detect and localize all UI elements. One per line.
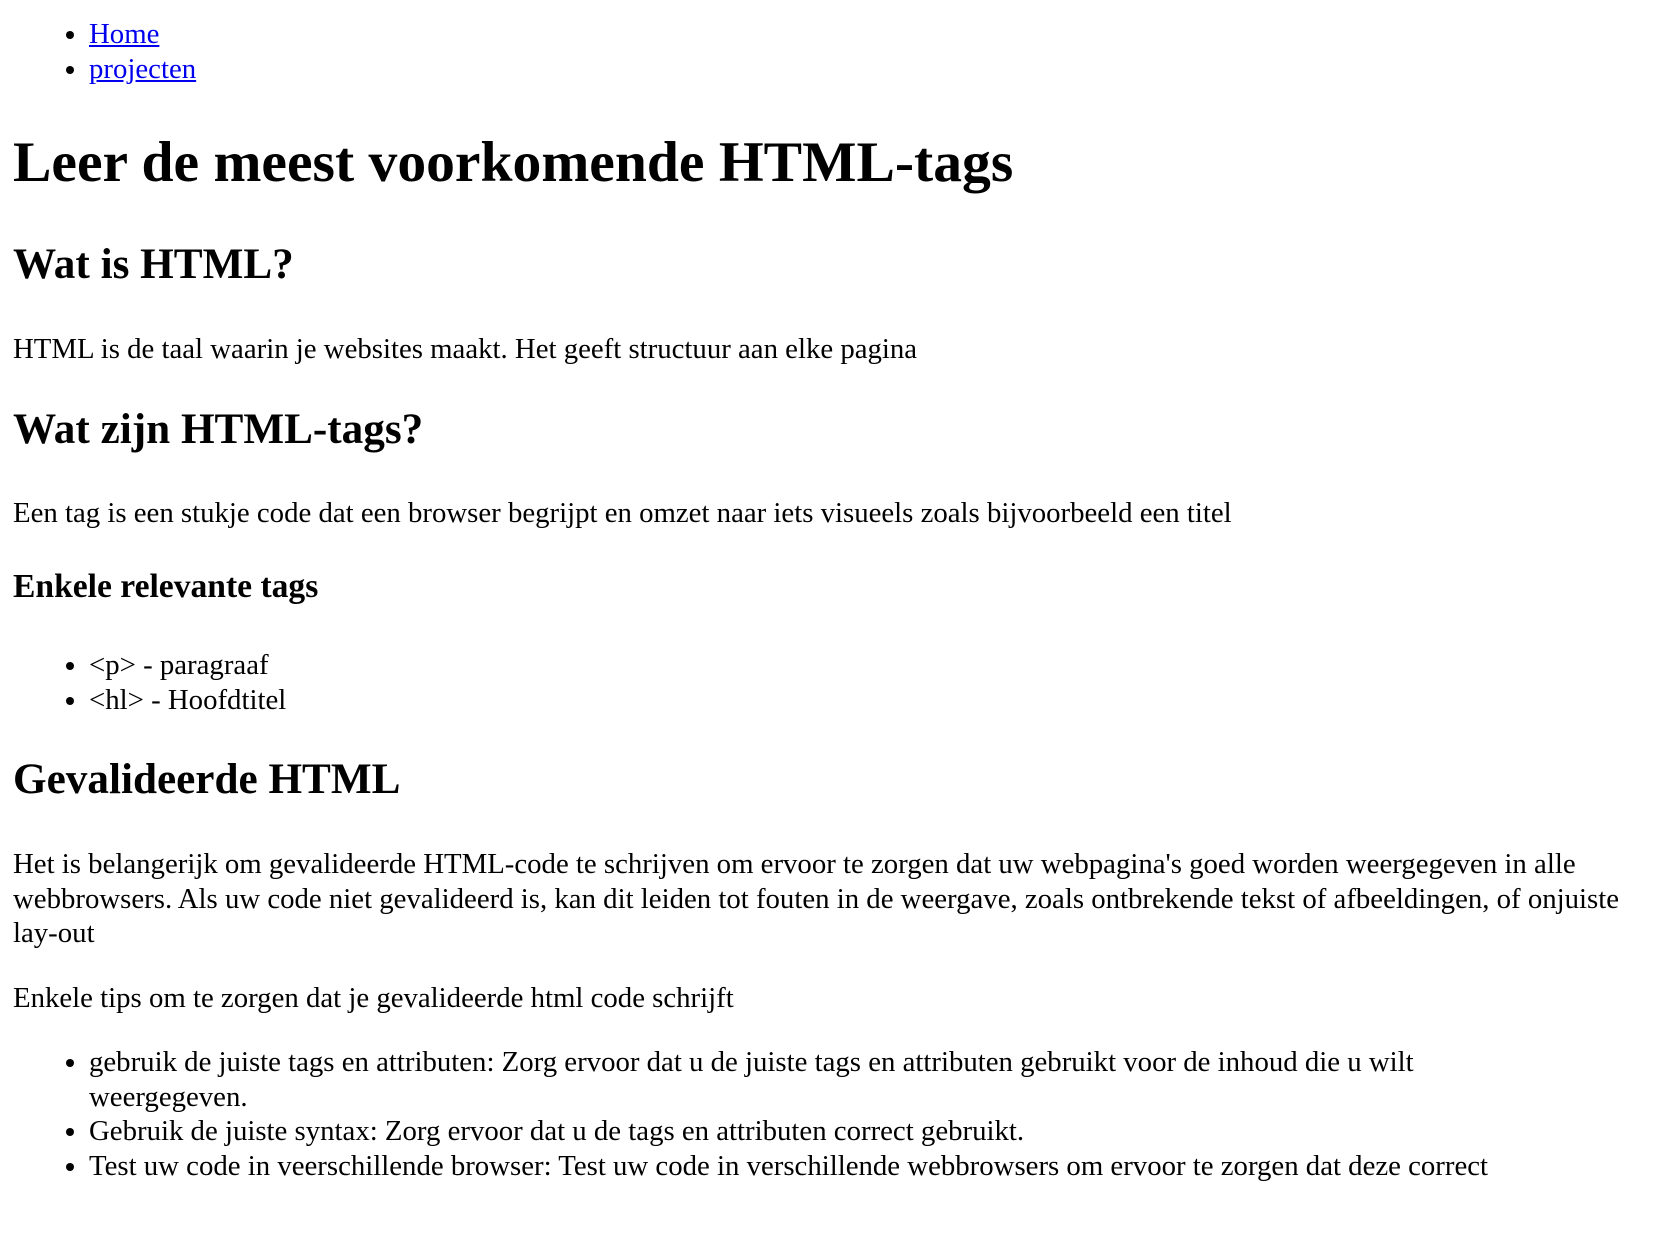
section-text-what-are-tags: Een tag is een stukje code dat een browser begrijpt en omzet naar iets visueels zoals bijvoorbeeld een titel xyxy=(13,497,1232,530)
tips-list xyxy=(13,1045,1656,1183)
nav-link-projecten[interactable]: projecten xyxy=(89,52,197,85)
section-text-validated-html: Het is belangerijk om gevalideerde HTML-code te schrijven om ervoor te zorgen dat uw webpagina's goed worden weergegeven in alle webbrowsers. Als uw code niet gevalideerd is, kan dit leiden tot fouten in de weergave, zoals ontbrekende tekst of afbeeldingen, of onjuiste lay-out xyxy=(13,848,1620,950)
list-item: • <hl> - Hoofdtitel xyxy=(89,683,1656,718)
nav-list xyxy=(13,17,1656,86)
relevant-tags-list xyxy=(13,648,1656,717)
section-heading-what-are-tags: Wat zijn HTML-tags? xyxy=(13,405,424,453)
list-item: • gebruik de juiste tags en attributen: Zorg ervoor dat u de juiste tags en attributen gebruikt voor de inhoud die u wilt weergegeven. xyxy=(89,1045,1569,1114)
section-text-what-is-html: HTML is de taal waarin je websites maakt. Het geeft structuur aan elke pagina xyxy=(13,332,918,365)
list-item: • Gebruik de juiste syntax: Zorg ervoor dat u de tags en attributen correct gebruikt. xyxy=(89,1114,1569,1149)
section-heading-what-is-html: Wat is HTML? xyxy=(13,241,294,289)
subheading-relevant-tags: Enkele relevante tags xyxy=(13,567,319,605)
nav-item-projecten xyxy=(89,52,1656,87)
nav-item-home xyxy=(89,17,1656,52)
page-title: Leer de meest voorkomende HTML-tags xyxy=(13,131,1014,195)
list-item: • Test uw code in veerschillende browser: Test uw code in verschillende webbrowsers om ervoor te zorgen dat deze correct xyxy=(89,1149,1569,1184)
nav-link-home[interactable]: Home xyxy=(89,18,160,50)
tips-intro-text: Enkele tips om te zorgen dat je gevalideerde html code schrijft xyxy=(13,981,734,1014)
list-item: • <p> - paragraaf xyxy=(89,648,1656,683)
section-heading-validated-html: Gevalideerde HTML xyxy=(13,756,401,804)
